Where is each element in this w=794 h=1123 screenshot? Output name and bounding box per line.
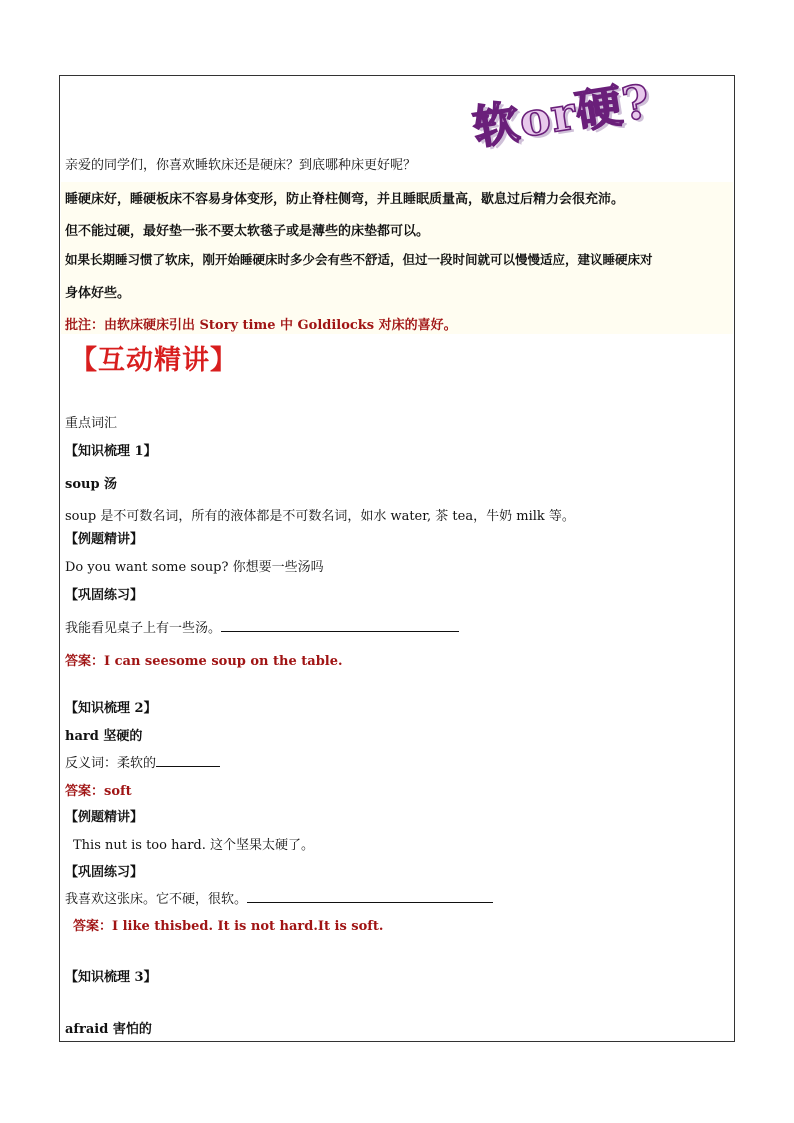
k3-word: afraid 害怕的 — [65, 1022, 152, 1037]
k2-antonym — [65, 752, 220, 771]
intro-question: 亲爱的同学们，你喜欢睡软床还是硬床？到底哪种床更好呢？ — [65, 158, 417, 173]
k2-answer-2: 答案：I like thisbed. It is not hard.It is soft. — [73, 919, 384, 934]
intro-annotation: 批注：由软床硬床引出 Story time 中 Goldilocks 对床的喜好。 — [65, 318, 457, 333]
k2-practice — [65, 888, 493, 907]
intro-paragraph-3a: 如果长期睡习惯了软床，刚开始睡硬床时多少会有些不舒适，但过一段时间就可以慢慢适应，建议睡硬床对 — [65, 252, 653, 267]
k2-word: hard 坚硬的 — [65, 729, 143, 744]
k1-practice-text: 我能看见桌子上有一些汤。 — [65, 621, 222, 636]
section-title: 【互动精讲】 — [70, 345, 238, 376]
wordart-title: 软or硬? — [469, 73, 655, 156]
k2-antonym-blank[interactable] — [156, 754, 220, 767]
k1-answer: 答案：I can seesome soup on the table. — [65, 654, 343, 669]
k1-answer-blank[interactable] — [221, 619, 459, 632]
intro-paragraph-3b: 身体好些。 — [65, 286, 131, 301]
k1-heading: 【知识梳理 1】 — [65, 444, 157, 459]
intro-paragraph-1: 睡硬床好，睡硬板床不容易身体变形，防止脊柱侧弯，并且睡眠质量高，歇息过后精力会很充沛。 — [65, 192, 625, 207]
k1-word: soup 汤 — [65, 477, 118, 492]
k3-heading: 【知识梳理 3】 — [65, 970, 157, 985]
k1-practice — [65, 617, 459, 636]
vocab-heading: 重点词汇 — [65, 416, 118, 431]
k2-answer-blank[interactable] — [247, 890, 493, 903]
k2-heading: 【知识梳理 2】 — [65, 701, 157, 716]
k1-example-heading: 【例题精讲】 — [65, 532, 144, 547]
k2-example: This nut is too hard. 这个坚果太硬了。 — [73, 838, 315, 853]
k1-description: soup 是不可数名词，所有的液体都是不可数名词，如水 water, 茶 tea，牛奶 milk 等。 — [65, 509, 575, 524]
k2-answer-1: 答案：soft — [65, 784, 132, 799]
k2-practice-heading: 【巩固练习】 — [65, 865, 144, 880]
k2-practice-text: 我喜欢这张床。它不硬，很软。 — [65, 892, 248, 907]
intro-paragraph-2: 但不能过硬，最好垫一张不要太软毯子或是薄些的床垫都可以。 — [65, 224, 430, 239]
k1-example: Do you want some soup? 你想要一些汤吗 — [65, 560, 324, 575]
k2-antonym-text: 反义词：柔软的 — [65, 756, 157, 771]
k1-practice-heading: 【巩固练习】 — [65, 588, 144, 603]
k2-example-heading: 【例题精讲】 — [65, 810, 144, 825]
